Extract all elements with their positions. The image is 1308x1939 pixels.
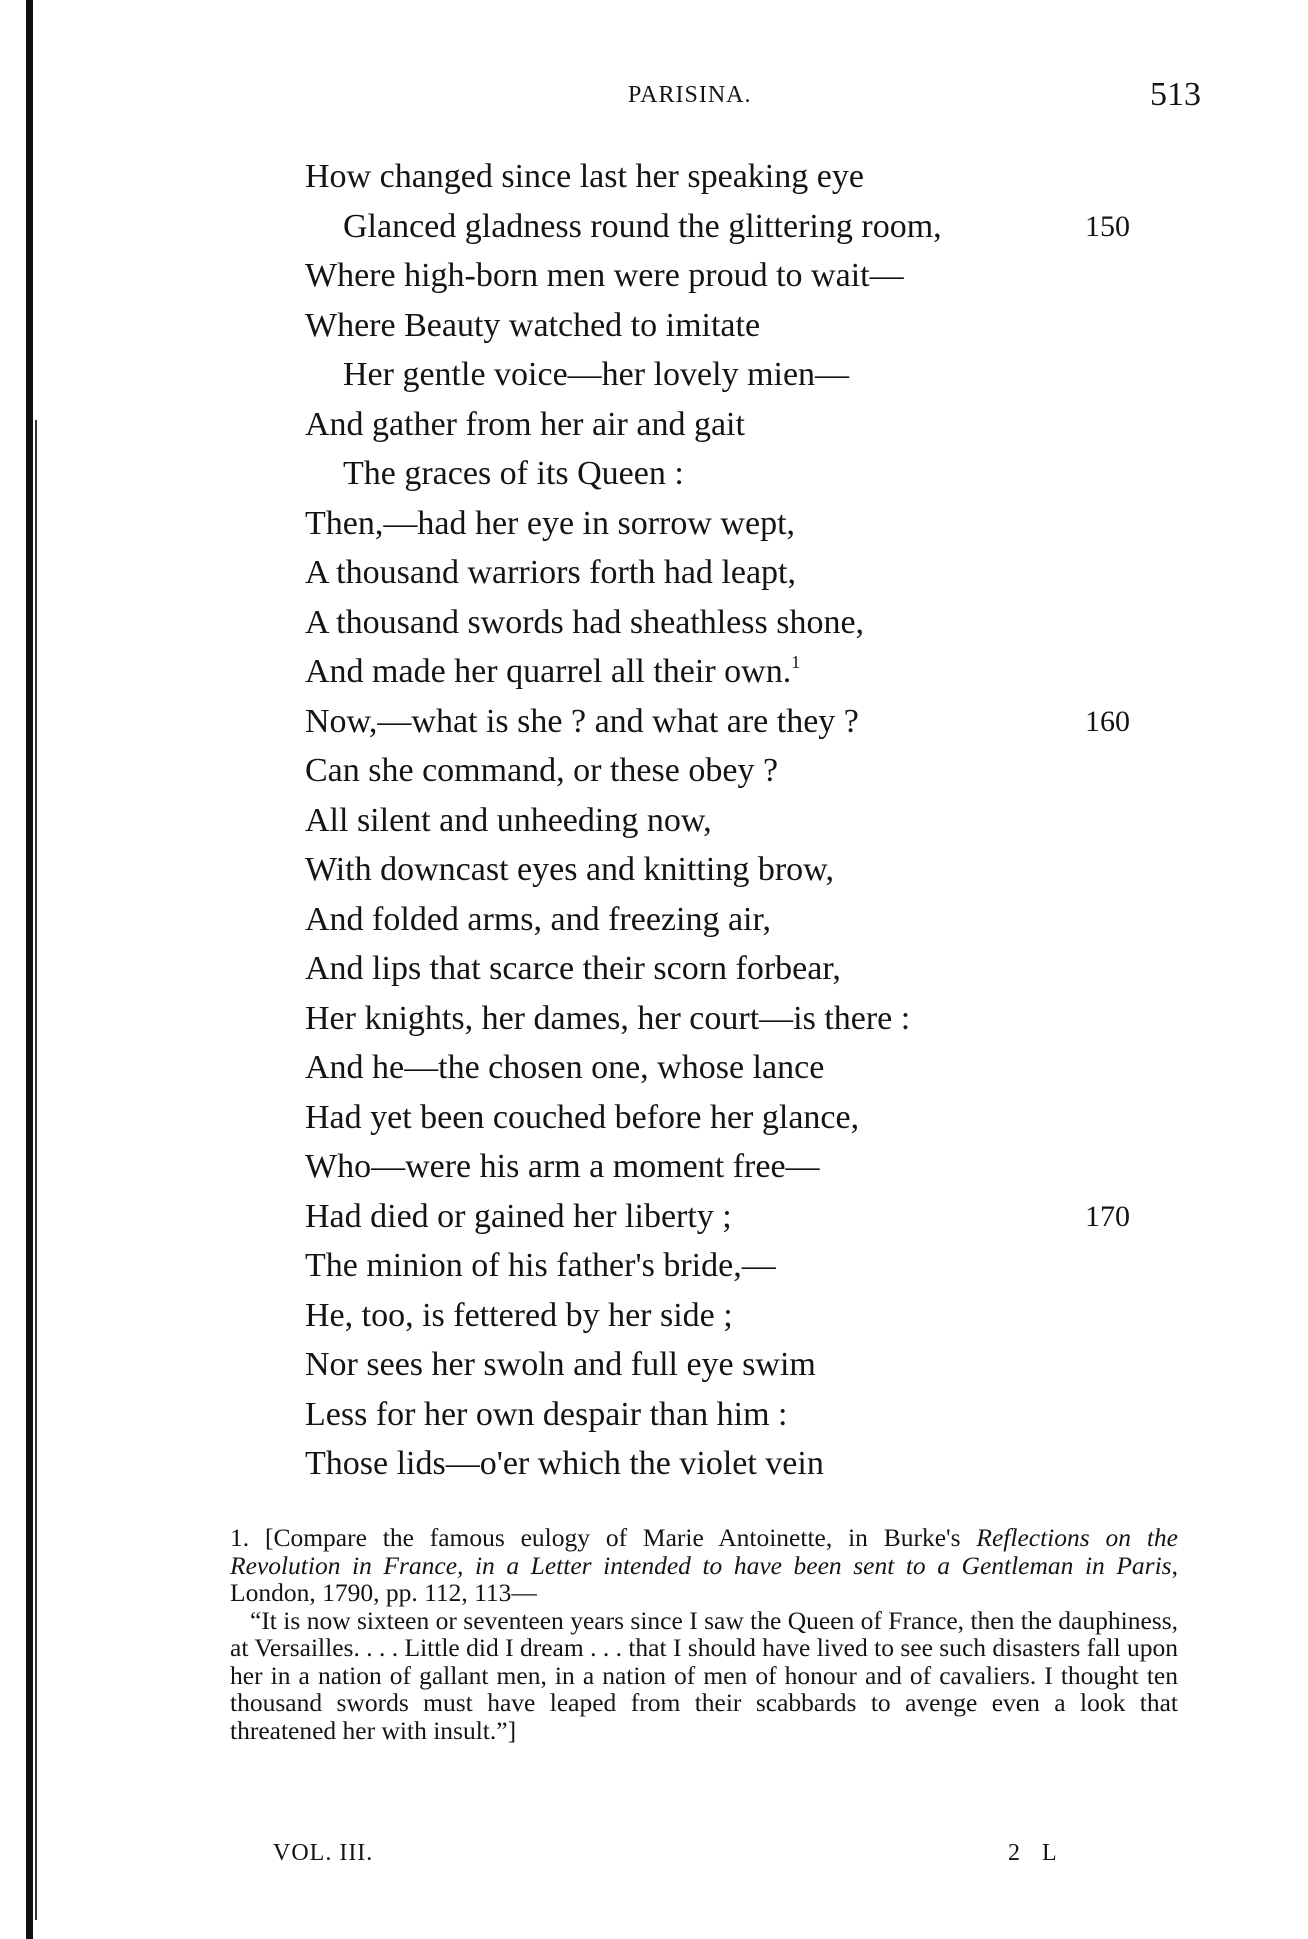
poem-line-text: The graces of its Queen : <box>343 455 684 492</box>
poem-line-text: Can she command, or these obey ? <box>305 752 779 789</box>
page-number: 513 <box>1150 76 1201 113</box>
poem-line <box>305 548 1205 598</box>
line-number: 150 <box>1085 209 1130 243</box>
poem-line-text: Glanced gladness round the glittering room, <box>343 207 942 245</box>
poem-line <box>305 400 1205 450</box>
poem-line-text: Her gentle voice—her lovely mien— <box>343 356 850 393</box>
poem-line <box>305 1390 1205 1440</box>
poem-line-text: Who—were his arm a moment free— <box>305 1148 820 1185</box>
poem-line-text: He, too, is fettered by her side ; <box>305 1296 733 1334</box>
line-number: 160 <box>1085 704 1130 738</box>
line-number: 170 <box>1085 1199 1130 1233</box>
poem-text <box>305 152 1205 1489</box>
poem-line <box>305 895 1205 945</box>
footnote-quote: “It is now sixteen or seventeen years since I saw the Queen of France, then the dauphiness, at Versailles. . . . Little did I dream . . . that I should have lived to see such disasters fall upon her in a nation of gallant men, in a nation of men of honour and of cavaliers. I thought ten thousand swords must have leaped from their scabbards to avenge even a look that threatened her with insult.”] <box>230 1605 1178 1745</box>
poem-line <box>305 845 1205 895</box>
poem-line <box>305 499 1205 549</box>
poem-line <box>305 1241 1205 1291</box>
poem-line <box>305 647 1205 697</box>
poem-line <box>305 152 1205 202</box>
poem-line <box>305 1043 1205 1093</box>
footnote-marker: 1. <box>230 1523 250 1552</box>
poem-line-text: And he—the chosen one, whose lance <box>305 1049 825 1086</box>
poem-line-text: Had died or gained her liberty ; <box>305 1197 732 1235</box>
poem-line-text: And lips that scarce their scorn forbear, <box>305 950 841 987</box>
poem-line-text: How changed since last her speaking eye <box>305 158 864 195</box>
poem-line-text: And gather from her air and gait <box>305 405 745 443</box>
poem-line <box>305 202 1205 252</box>
poem-line-text: Where high-born men were proud to wait— <box>305 257 904 294</box>
poem-line-text: Those lids—o'er which the violet vein <box>305 1445 824 1482</box>
poem-line <box>305 1291 1205 1341</box>
poem-line <box>305 1093 1205 1143</box>
poem-line-text: And made her quarrel all their own. <box>305 653 792 690</box>
footnote-reference: 1 <box>791 652 801 672</box>
binding-edge <box>26 0 33 1939</box>
poem-line-text: A thousand warriors forth had leapt, <box>305 554 796 591</box>
poem-line <box>305 1192 1205 1242</box>
poem-line <box>305 1142 1205 1192</box>
running-head <box>0 76 1308 122</box>
poem-line-text: Less for her own despair than him : <box>305 1395 788 1433</box>
poem-line <box>305 746 1205 796</box>
poem-line-text: The minion of his father's bride,— <box>305 1247 776 1284</box>
poem-line <box>305 301 1205 351</box>
page-title: PARISINA. <box>628 82 752 108</box>
poem-line <box>305 1340 1205 1390</box>
poem-line <box>305 449 1205 499</box>
poem-line-text: Nor sees her swoln and full eye swim <box>305 1346 816 1383</box>
poem-line <box>305 251 1205 301</box>
poem-line <box>305 994 1205 1044</box>
binding-shadow <box>35 420 37 1920</box>
poem-line <box>305 1439 1205 1489</box>
poem-line-text: Now,—what is she ? and what are they ? <box>305 702 859 740</box>
poem-line <box>305 796 1205 846</box>
poem-line <box>305 944 1205 994</box>
signature-mark: 2 L <box>1008 1840 1065 1866</box>
volume-label: VOL. III. <box>273 1840 374 1866</box>
footnote-work-subtitle: , in a Letter intended to have been sent to a Gentleman in Paris <box>457 1550 1172 1580</box>
footnote-citation: , London, 1790, pp. 112, 113— <box>230 1550 1178 1607</box>
footnote-intro: [Compare the famous eulogy of Marie Antoinette, in Burke's <box>264 1523 961 1552</box>
poem-line <box>305 350 1205 400</box>
footnote <box>230 1524 1178 1744</box>
poem-line-text: Where Beauty watched to imitate <box>305 306 761 344</box>
poem-line-text: And folded arms, and freezing air, <box>305 900 771 938</box>
poem-line <box>305 598 1205 648</box>
poem-line <box>305 697 1205 747</box>
poem-line-text: With downcast eyes and knitting brow, <box>305 851 834 888</box>
poem-line-text: Her knights, her dames, her court—is there : <box>305 999 911 1037</box>
poem-line-text: All silent and unheeding now, <box>305 801 712 839</box>
poem-line-text: Then,—had her eye in sorrow wept, <box>305 504 796 542</box>
page-footer <box>0 1840 1308 1870</box>
poem-line-text: A thousand swords had sheathless shone, <box>305 603 865 641</box>
poem-line-text: Had yet been couched before her glance, <box>305 1098 860 1136</box>
footnote-work-title: Reflections on the Revolution in France <box>230 1523 1178 1580</box>
